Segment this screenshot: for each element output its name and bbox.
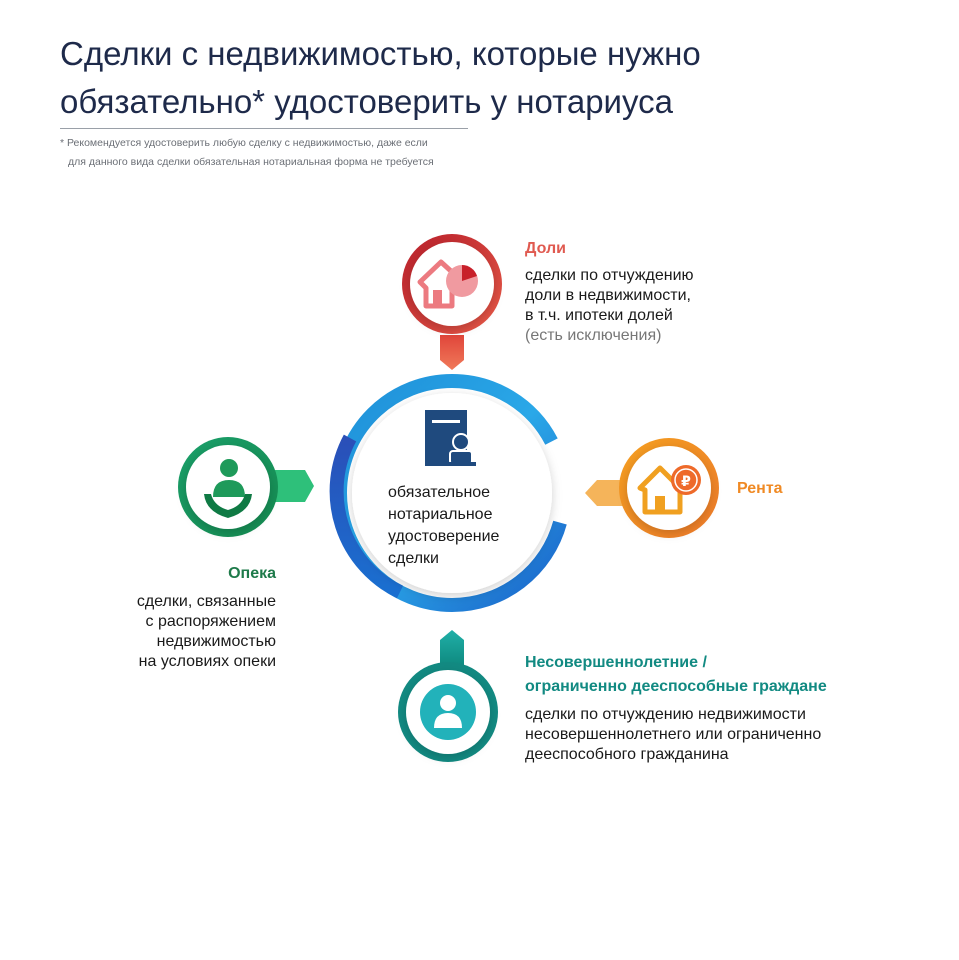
doli-title: Доли: [525, 240, 566, 257]
person-circle-icon: [420, 684, 476, 740]
opeka-line-2: с распоряжением: [145, 613, 276, 630]
minors-line-2: несовершеннолетнего или ограниченно: [525, 726, 822, 743]
center-label-line-2: нотариальное: [388, 506, 493, 523]
minors-title-line-2: ограниченно дееспособные граждане: [525, 678, 827, 695]
opeka-line-4: на условиях опеки: [138, 653, 276, 670]
footnote-line-1: * Рекомендуется удостоверить любую сделку с недвижимостью, даже если: [60, 137, 428, 149]
minors-line-1: сделки по отчуждению недвижимости: [525, 706, 806, 723]
opeka-title: Опека: [228, 565, 276, 582]
minors-line-3: дееспособного гражданина: [525, 746, 729, 763]
renta-node: [585, 438, 719, 538]
page-title-line-1: Сделки с недвижимостью, которые нужно: [60, 35, 701, 72]
opeka-line-1: сделки, связанные: [136, 593, 276, 610]
opeka-description: [96, 592, 276, 672]
center-label-line-3: удостоверение: [388, 528, 500, 545]
minors-title: [525, 651, 925, 699]
page-title-line-2: обязательно* удостоверить у нотариуса: [60, 83, 673, 120]
footnote-line-2: для данного вида сделки обязательная нотариальная форма не требуется: [68, 156, 434, 168]
doli-line-4: (есть исключения): [525, 327, 662, 344]
doli-line-1: сделки по отчуждению: [525, 267, 694, 284]
doli-description: [525, 266, 745, 346]
minors-title-line-1: Несовершеннолетние /: [525, 654, 707, 671]
center-label-line-1: обязательное: [388, 484, 491, 501]
minors-description: [525, 705, 925, 765]
center-label: [388, 482, 538, 570]
opeka-line-3: недвижимостью: [156, 633, 276, 650]
doli-line-2: доли в недвижимости,: [525, 287, 691, 304]
opeka-node: [178, 437, 314, 537]
renta-title: Рента: [737, 480, 783, 497]
doli-line-3: в т.ч. ипотеки долей: [525, 307, 673, 324]
svg-text:₽: ₽: [681, 474, 691, 490]
center-label-line-4: сделки: [388, 550, 439, 567]
